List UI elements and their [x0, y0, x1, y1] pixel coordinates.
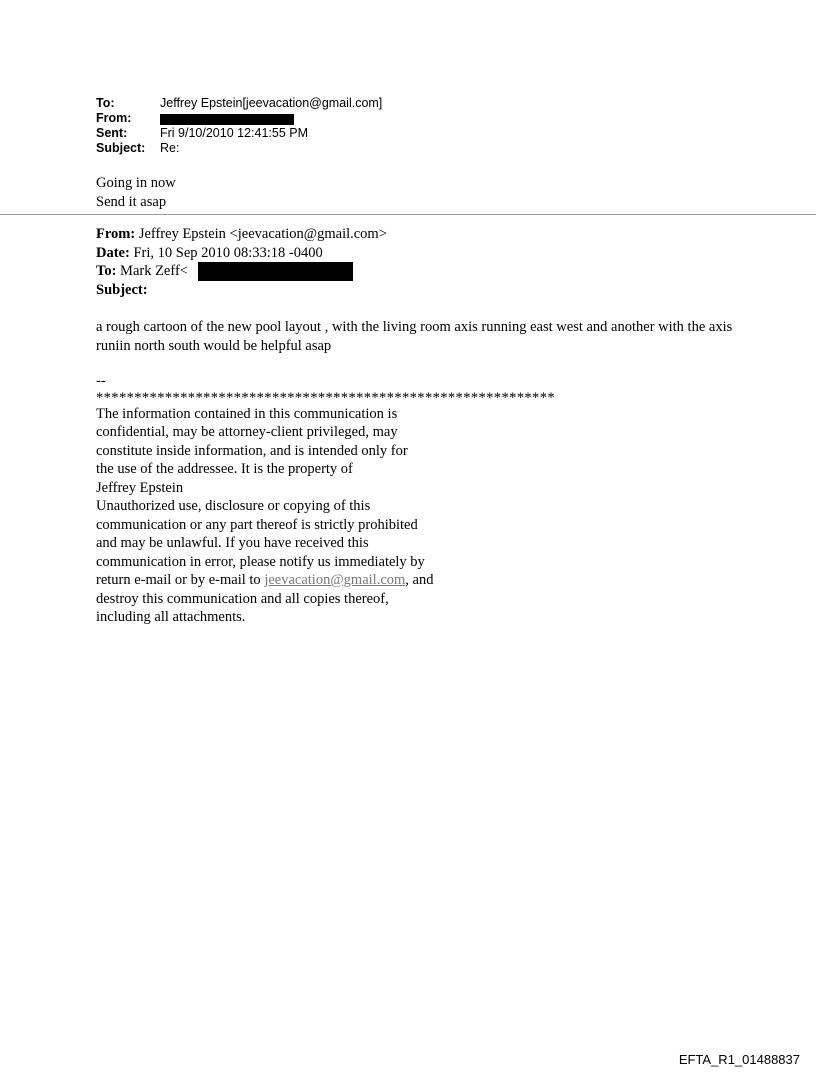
orig-date-value: Fri, 10 Sep 2010 08:33:18 -0400	[129, 244, 323, 261]
original-message-header	[96, 225, 387, 299]
disclaimer-line: communication or any part thereof is strictly prohibited	[96, 516, 418, 533]
disclaimer-line: confidential, may be attorney-client privileged, may	[96, 424, 398, 440]
subject-label: Subject:	[96, 141, 146, 155]
to-label: To:	[96, 96, 115, 110]
document-id: EFTA_R1_01488837	[678, 1052, 800, 1067]
disclaimer-line: communication in error, please notify us immediately by	[96, 553, 425, 570]
orig-to-value: Mark Zeff<	[116, 263, 188, 279]
reply-body	[96, 174, 176, 211]
sent-label: Sent:	[96, 126, 128, 140]
disclaimer-line: Jeffrey Epstein	[96, 479, 184, 496]
orig-from-row	[96, 225, 387, 244]
disclaimer-line: destroy this communication and all copies thereof,	[96, 590, 389, 607]
signature-stars: ************************************************************	[96, 389, 555, 406]
from-redaction	[160, 114, 294, 125]
to-redaction	[198, 262, 353, 281]
to-row	[96, 96, 382, 111]
disclaimer-line: constitute inside information, and is intended only for	[96, 442, 408, 459]
orig-date-label: Date:	[96, 244, 130, 261]
message-body: a rough cartoon of the new pool layout , with the living room axis running east west and another with the axis runiin north south would be helpful asap	[96, 319, 733, 354]
sent-value: Fri 9/10/2010 12:41:55 PM	[160, 126, 309, 140]
email-link[interactable]: jeevacation@gmail.com	[264, 572, 406, 588]
return-suffix: , and	[405, 572, 434, 588]
orig-subject-row	[96, 281, 387, 300]
orig-to-label: To:	[96, 263, 117, 279]
disclaimer-line: including all attachments.	[96, 609, 246, 625]
reply-line: Going in now	[96, 175, 176, 191]
orig-date-row	[96, 244, 387, 263]
sent-row	[96, 126, 382, 141]
orig-to-row	[96, 262, 387, 281]
signature-dashes: --	[96, 373, 106, 389]
signature-block	[96, 372, 555, 627]
disclaimer-line: the use of the addressee. It is the property of	[96, 461, 353, 477]
orig-from-label: From:	[96, 226, 136, 242]
email-header	[96, 96, 382, 156]
orig-subject-label: Subject:	[96, 281, 148, 298]
disclaimer-line: Unauthorized use, disclosure or copying of this	[96, 498, 371, 514]
to-value: Jeffrey Epstein[jeevacation@gmail.com]	[160, 96, 383, 110]
reply-line: Send it asap	[96, 193, 167, 210]
subject-value: Re:	[160, 141, 180, 155]
disclaimer-return-line	[96, 571, 555, 590]
divider	[0, 214, 816, 215]
from-label: From:	[96, 111, 132, 125]
disclaimer-line: The information contained in this communication is	[96, 405, 398, 422]
return-prefix: return e-mail or by e-mail to	[96, 572, 265, 588]
disclaimer-line: and may be unlawful. If you have received this	[96, 535, 369, 551]
from-row	[96, 111, 382, 126]
subject-row	[96, 141, 382, 156]
orig-from-value: Jeffrey Epstein <jeevacation@gmail.com>	[135, 226, 387, 242]
